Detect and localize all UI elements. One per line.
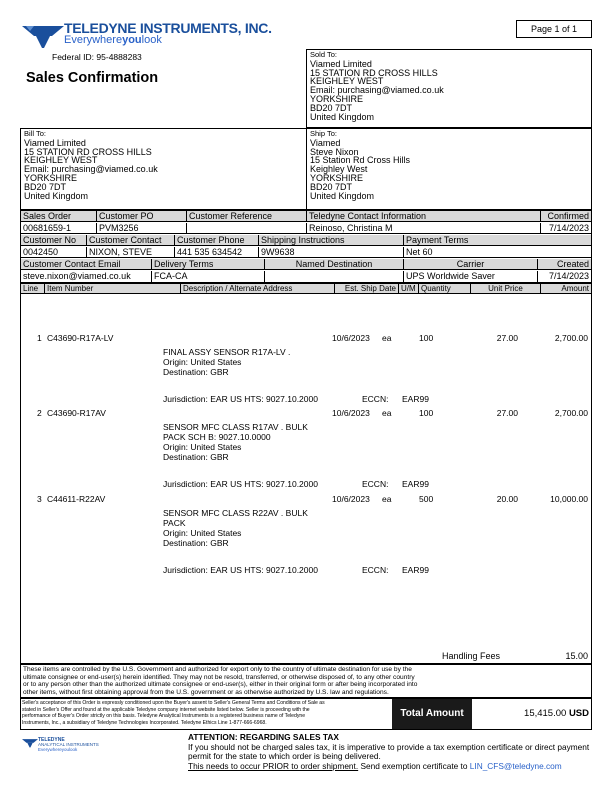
ship-to-line: 15 Station Rd Cross Hills: [310, 155, 411, 166]
federal-id: Federal ID: 95-4888283: [52, 52, 142, 62]
carrier-header: Carrier: [404, 259, 538, 269]
item-eccn: EAR99: [402, 565, 429, 575]
sales-order-value: 00681659-1: [21, 223, 97, 233]
item-desc-line: PACK SCH B: 9027.10.0000: [163, 432, 271, 442]
col-quantity: Quantity: [419, 284, 471, 293]
bill-to-label: Bill To:: [24, 129, 46, 138]
total-amount-label: Total Amount: [400, 708, 464, 719]
item-desc-line: Origin: United States: [163, 528, 242, 538]
item-number: C43690-R17AV: [47, 408, 106, 418]
terms-notice-line: stated in Seller's Offer and found at the applicable Teledyne company internet website listed below. Seller is proceeding with the: [22, 706, 310, 713]
item-desc-line: Destination: GBR: [163, 367, 229, 377]
item-desc-line: Destination: GBR: [163, 452, 229, 462]
row2-headers: [21, 235, 591, 246]
customer-phone-value: 441 535 634542: [175, 247, 259, 257]
footer-logo-line: TELEDYNE: [38, 737, 65, 743]
customer-contact-header: Customer Contact: [87, 235, 175, 245]
teledyne-logo-icon: [22, 22, 64, 48]
bill-to-line: Email: purchasing@viamed.co.uk: [24, 164, 158, 175]
item-desc-line: PACK: [163, 518, 186, 528]
terms-notice-line: Instruments, Inc., a subsidiary of Teledyne Technologies Incorporated. Teledyne Ethics Line 1-877-666-6968.: [22, 719, 267, 726]
delivery-terms-header: Delivery Terms: [152, 259, 265, 269]
footer-logo-line: Everywhereyoulook: [38, 747, 78, 752]
sold-to-line: KEIGHLEY WEST: [310, 76, 384, 87]
tagline-part: you: [122, 34, 142, 46]
total-currency: USD: [568, 708, 589, 719]
contact-email-header: Customer Contact Email: [21, 259, 152, 269]
company-tagline: [64, 34, 162, 46]
col-amount: Amount: [561, 284, 589, 293]
item-amount: 2,700.00: [554, 333, 588, 343]
export-notice-box: [20, 664, 592, 698]
ship-to-line: Keighley West: [310, 164, 368, 175]
item-desc-line: Origin: United States: [163, 442, 242, 452]
prior-shipment-note: This needs to occur PRIOR to order shipment.: [188, 760, 359, 771]
customer-po-header: Customer PO: [97, 211, 187, 221]
bill-to-line: United Kingdom: [24, 190, 89, 201]
bill-to-line: 15 STATION RD CROSS HILLS: [24, 146, 152, 157]
ship-to-line: YORKSHIRE: [310, 172, 364, 183]
line-items-header: [21, 284, 591, 294]
row3-headers: [21, 259, 591, 270]
total-amount: [524, 708, 589, 719]
named-destination-header: Named Destination: [265, 259, 404, 269]
customer-reference-value: [187, 223, 307, 233]
item-amount: 2,700.00: [554, 408, 588, 418]
item-desc-line: FINAL ASSY SENSOR R17A-LV .: [163, 347, 291, 357]
col-ship-date: Est. Ship Date: [335, 284, 399, 293]
export-notice-line: ultimate consignee or end-user(s) herein identified. They may not be resold, transferred, or otherwise disposed of, to any other country: [23, 673, 415, 681]
sold-to-line: BD20 7DT: [310, 102, 353, 113]
item-ship-date: 10/6/2023: [332, 494, 370, 504]
confirmed-header: Confirmed: [547, 211, 589, 221]
contact-email-value: steve.nixon@viamed.co.uk: [21, 271, 152, 282]
ship-to-label: Ship To:: [310, 129, 337, 138]
customer-no-value: 0042450: [21, 247, 87, 257]
item-jurisdiction: Jurisdiction: EAR US HTS: 9027.10.2000: [163, 394, 318, 404]
bill-to-line: YORKSHIRE: [24, 172, 78, 183]
terms-notice: [22, 700, 325, 726]
handling-fees-label: Handling Fees: [442, 651, 501, 661]
item-line-number: 1: [37, 333, 42, 343]
sales-tax-line: permit for the state to which order is being delivered.: [188, 751, 381, 761]
row1-headers: [21, 211, 591, 222]
item-line-number: 3: [37, 494, 42, 504]
carrier-value: UPS Worldwide Saver: [404, 271, 538, 282]
item-quantity: 100: [419, 333, 434, 343]
created-value: 7/14/2023: [548, 271, 589, 281]
ship-to-block: [310, 130, 588, 200]
item-number: C44611-R22AV: [47, 494, 106, 504]
confirmed-value: 7/14/2023: [548, 223, 589, 233]
col-line: Line: [21, 284, 45, 293]
created-header: Created: [556, 259, 589, 269]
page-number-box: [516, 20, 592, 38]
item-desc-line: SENSOR MFC CLASS R22AV . BULK: [163, 508, 308, 518]
item-um: ea: [382, 333, 392, 343]
teledyne-contact-header: Teledyne Contact Information: [307, 211, 541, 221]
item-unit-price: 27.00: [496, 408, 518, 418]
item-unit-price: 27.00: [496, 333, 518, 343]
delivery-terms-value: FCA-CA: [152, 271, 265, 282]
sold-to-line: YORKSHIRE: [310, 93, 364, 104]
customer-no-header: Customer No: [21, 235, 87, 245]
shipping-instructions-value: 9W9638: [259, 247, 404, 257]
total-amount-value: 15,415.00: [524, 708, 567, 719]
col-unit-price: Unit Price: [471, 284, 541, 293]
sold-to-line: Viamed Limited: [310, 58, 372, 69]
item-unit-price: 20.00: [496, 494, 518, 504]
ship-to-line: BD20 7DT: [310, 181, 353, 192]
bill-to-block: [24, 130, 303, 200]
payment-terms-header: Payment Terms: [406, 235, 469, 245]
item-jurisdiction: Jurisdiction: EAR US HTS: 9027.10.2000: [163, 479, 318, 489]
item-ship-date: 10/6/2023: [332, 333, 370, 343]
payment-terms-value: Net 60: [406, 247, 433, 257]
ship-to-line: Steve Nixon: [310, 146, 359, 157]
sold-to-line: Email: purchasing@viamed.co.uk: [310, 85, 444, 96]
sold-to-line: United Kingdom: [310, 111, 375, 122]
total-amount-label-box: [392, 699, 472, 729]
item-jurisdiction: Jurisdiction: EAR US HTS: 9027.10.2000: [163, 565, 318, 575]
item-line-number: 2: [37, 408, 42, 418]
item-amount: 10,000.00: [550, 494, 588, 504]
company-name: TELEDYNE INSTRUMENTS, INC.: [64, 20, 272, 36]
teledyne-footer-logo-icon: [22, 737, 38, 748]
named-destination-value: [265, 271, 404, 282]
item-ship-date: 10/6/2023: [332, 408, 370, 418]
col-um: U/M: [399, 284, 419, 293]
exemption-email-link[interactable]: LIN_CFS@teledyne.com: [469, 760, 562, 771]
sales-tax-line: If you should not be charged sales tax, it is imperative to provide a tax exemption certificate or direct payment: [188, 741, 590, 752]
terms-notice-line: performance of Buyer's Order strictly on this basis. Teledyne Analytical Instruments is a registered business name of Teledyne: [22, 713, 306, 720]
send-cert-note: Send exemption certificate to: [358, 760, 470, 771]
teledyne-contact-value: Reinoso, Christina M: [307, 223, 541, 233]
customer-contact-value: NIXON, STEVE: [87, 247, 175, 257]
item-desc-line: Destination: GBR: [163, 538, 229, 548]
sold-to-label: Sold To:: [310, 50, 337, 59]
sales-order-header: Sales Order: [21, 211, 97, 221]
ship-to-line: United Kingdom: [310, 190, 375, 201]
ship-to-box: [306, 128, 592, 210]
item-desc-line: SENSOR MFC CLASS R17AV . BULK: [163, 422, 308, 432]
doc-title: Sales Confirmation: [26, 70, 159, 86]
terms-notice-line: Seller's acceptance of this Order is expressly conditioned upon the Buyer's assent to Seller's General Terms and Conditions of Sale as: [22, 700, 325, 706]
sales-tax-line: [188, 762, 589, 772]
row3-values: [21, 271, 591, 282]
item-eccn-label: ECCN:: [362, 394, 389, 404]
ship-to-line: Viamed: [310, 137, 341, 148]
bill-to-line: Viamed Limited: [24, 137, 86, 148]
item-number: C43690-R17A-LV: [47, 333, 114, 343]
sold-to-box: [306, 49, 592, 128]
sales-tax-notice: [188, 733, 589, 771]
item-eccn: EAR99: [402, 479, 429, 489]
bill-to-line: BD20 7DT: [24, 181, 67, 192]
item-um: ea: [382, 494, 392, 504]
item-eccn-label: ECCN:: [362, 565, 389, 575]
item-um: ea: [382, 408, 392, 418]
customer-phone-header: Customer Phone: [175, 235, 259, 245]
row2-values: [21, 247, 591, 258]
export-notice-line: These items are controlled by the U.S. Government and authorized for export only to the country of ultimate destination for use by the: [23, 666, 412, 673]
page-number: Page 1 of 1: [530, 24, 578, 34]
handling-fees-value: 15.00: [565, 651, 588, 661]
footer-logo-line: ANALYTICAL INSTRUMENTS: [38, 742, 99, 747]
export-notice-line: other items, without first obtaining approval from the U.S. government or as otherwise authorized by U.S. law and regulations.: [23, 688, 389, 696]
sold-to-block: [310, 51, 588, 121]
row1-values: [21, 223, 591, 234]
col-item-number: Item Number: [45, 284, 181, 293]
export-notice-line: or to any person other than the authorized ultimate consignee or end-user(s), either in their original form or after being incorporated into: [23, 681, 418, 689]
export-notice: [23, 666, 589, 696]
item-eccn: EAR99: [402, 394, 429, 404]
bill-to-box: [20, 128, 307, 210]
sold-to-line: 15 STATION RD CROSS HILLS: [310, 67, 438, 78]
customer-po-value: PVM3256: [97, 223, 187, 233]
col-description: Description / Alternate Address: [181, 284, 335, 293]
shipping-instructions-header: Shipping Instructions: [259, 235, 404, 245]
customer-reference-header: Customer Reference: [187, 211, 307, 221]
bill-to-line: KEIGHLEY WEST: [24, 155, 98, 166]
tagline-part: look: [141, 34, 162, 46]
sales-tax-title: ATTENTION: REGARDING SALES TAX: [188, 732, 339, 742]
tagline-part: Everywhere: [64, 34, 123, 46]
footer-logo: [22, 735, 122, 759]
company-logo: [22, 20, 272, 50]
item-eccn-label: ECCN:: [362, 479, 389, 489]
item-quantity: 100: [419, 408, 434, 418]
item-quantity: 500: [419, 494, 434, 504]
item-desc-line: Origin: United States: [163, 357, 242, 367]
